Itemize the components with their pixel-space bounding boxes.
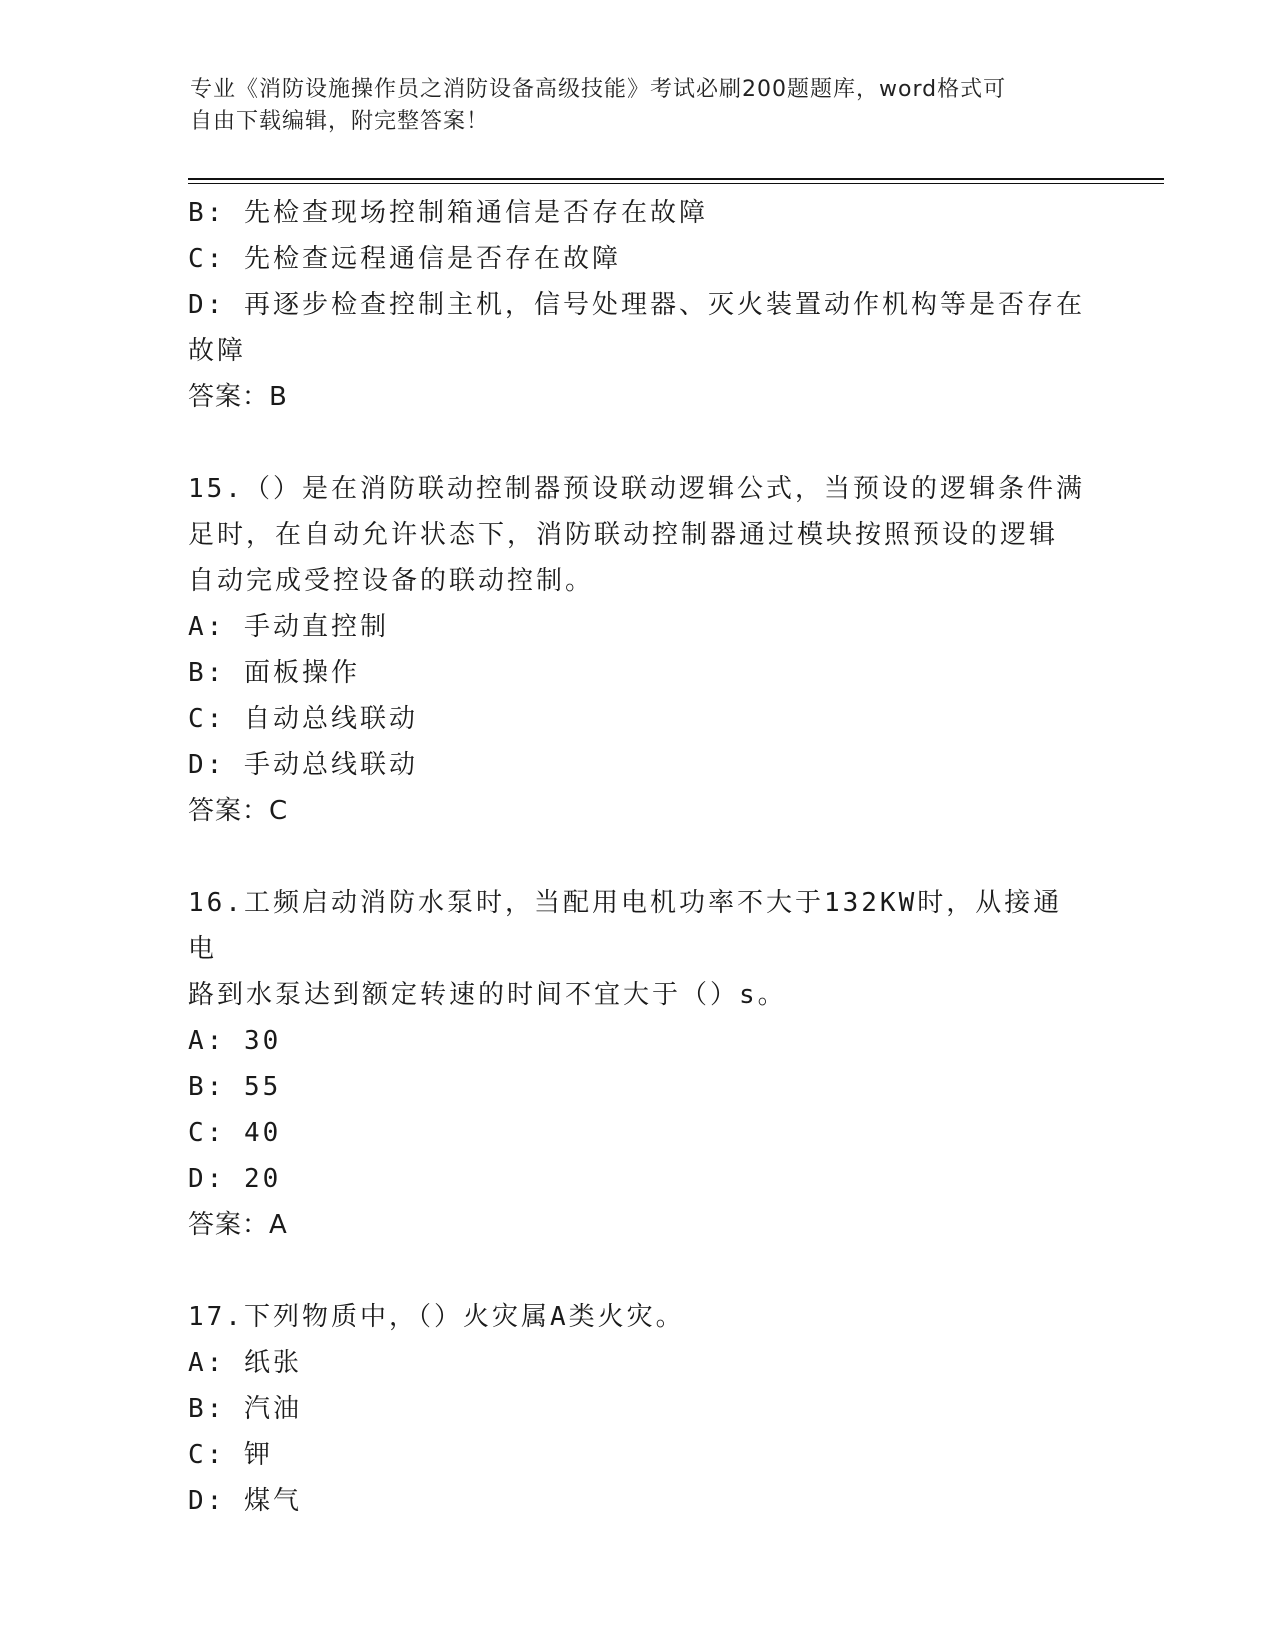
question-stem-line-2: 路到水泵达到额定转速的时间不宜大于（）s。 xyxy=(188,980,787,1010)
option-d-line-1: D: 再逐步检查控制主机，信号处理器、灭火装置动作机构等是否存在 xyxy=(188,290,1085,320)
option-c: C: 钾 xyxy=(188,1440,273,1470)
header-line-2: 自由下载编辑，附完整答案！ xyxy=(190,109,490,134)
spacer xyxy=(188,420,1088,466)
option-c: C: 40 xyxy=(188,1118,282,1148)
header-divider xyxy=(188,178,1164,184)
option-b: B: 面板操作 xyxy=(188,658,360,688)
answer: 答案：B xyxy=(188,382,288,412)
question-15 xyxy=(188,466,1088,834)
spacer xyxy=(188,1248,1088,1294)
question-stem-line-1: 17.下列物质中，（）火灾属A类火灾。 xyxy=(188,1302,685,1332)
question-stem-line-2: 足时，在自动允许状态下，消防联动控制器通过模块按照预设的逻辑 xyxy=(188,520,1059,550)
option-a: A: 30 xyxy=(188,1026,282,1056)
option-d: D: 20 xyxy=(188,1164,282,1194)
document-body xyxy=(188,190,1088,1524)
option-b: B: 汽油 xyxy=(188,1394,302,1424)
page-header xyxy=(190,74,1090,138)
question-16 xyxy=(188,880,1088,1248)
question-17 xyxy=(188,1294,1088,1524)
option-b: B: 55 xyxy=(188,1072,282,1102)
question-stem-line-1: 15.（）是在消防联动控制器预设联动逻辑公式，当预设的逻辑条件满 xyxy=(188,474,1085,504)
option-d: D: 煤气 xyxy=(188,1486,302,1516)
header-line-1: 专业《消防设施操作员之消防设备高级技能》考试必刷200题题库，word格式可 xyxy=(190,77,1007,102)
spacer xyxy=(188,834,1088,880)
option-d-line-2: 故障 xyxy=(188,336,247,366)
option-c: C: 自动总线联动 xyxy=(188,704,418,734)
answer: 答案：A xyxy=(188,1210,288,1240)
question-14-tail xyxy=(188,190,1088,420)
option-c: C: 先检查远程通信是否存在故障 xyxy=(188,244,621,274)
question-stem-line-1: 16.工频启动消防水泵时，当配用电机功率不大于132KW时，从接通电 xyxy=(188,888,1063,964)
option-a: A: 纸张 xyxy=(188,1348,302,1378)
option-a: A: 手动直控制 xyxy=(188,612,389,642)
option-d: D: 手动总线联动 xyxy=(188,750,418,780)
answer: 答案：C xyxy=(188,796,289,826)
question-stem-line-3: 自动完成受控设备的联动控制。 xyxy=(188,566,595,596)
option-b: B: 先检查现场控制箱通信是否存在故障 xyxy=(188,198,708,228)
